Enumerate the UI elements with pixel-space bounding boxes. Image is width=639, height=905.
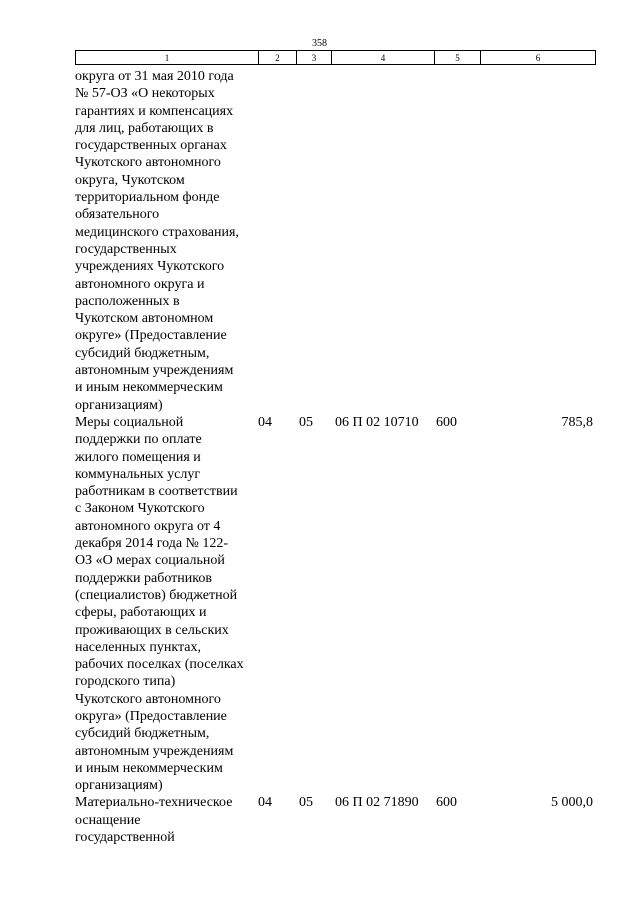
table-row	[75, 414, 595, 795]
row-expense-type: 600	[436, 795, 457, 811]
row-target-article: 06 П 02 10710	[335, 414, 419, 430]
row-section-code: 04	[258, 795, 272, 811]
table-row	[75, 68, 595, 414]
table-row	[75, 794, 595, 846]
page-number: 358	[312, 38, 327, 49]
row-amount: 5 000,0	[551, 795, 593, 811]
row-amount: 785,8	[561, 414, 593, 430]
row-expense-type: 600	[436, 414, 457, 430]
row-description: Меры социальной поддержки по оплате жилого помещения и коммунальных услуг работникам в соответствии с Законом Чукотского автономного округа от 4 декабря 2014 года № 122- ОЗ «О мерах социальной поддержки работников (специалистов) бюджетной сферы, работающих и проживающих в сельских населенных пунктах, рабочих поселках (поселках городского типа) Чукотского автономного округа» (Предоставление субсидий бюджетным, автономным учреждениям и иным некоммерческим организациям)	[75, 414, 244, 794]
row-subsection-code: 05	[299, 795, 313, 811]
column-number-row	[76, 51, 596, 65]
row-section-code: 04	[258, 414, 272, 430]
table-header	[75, 50, 596, 65]
column-number: 1	[76, 51, 259, 65]
row-target-article: 06 П 02 71890	[335, 795, 419, 811]
row-subsection-code: 05	[299, 414, 313, 430]
row-description: округа от 31 мая 2010 года № 57-ОЗ «О некоторых гарантиях и компенсациях для лиц, работающих в государственных органах Чукотского автономного округа, Чукотском территориальном фонде обязательного медицинского страхования, государственных учреждениях Чукотского автономного округа и расположенных в Чукотском автономном округе» (Предоставление субсидий бюджетным, автономным учреждениям и иным некоммерческим организациям)	[75, 69, 239, 413]
row-description: Материально-техническое оснащение государственной	[75, 795, 233, 846]
column-number: 2	[259, 51, 297, 65]
column-number: 6	[481, 51, 596, 65]
table-body	[75, 68, 595, 846]
column-number: 3	[297, 51, 332, 65]
column-number: 5	[435, 51, 481, 65]
column-number: 4	[332, 51, 435, 65]
